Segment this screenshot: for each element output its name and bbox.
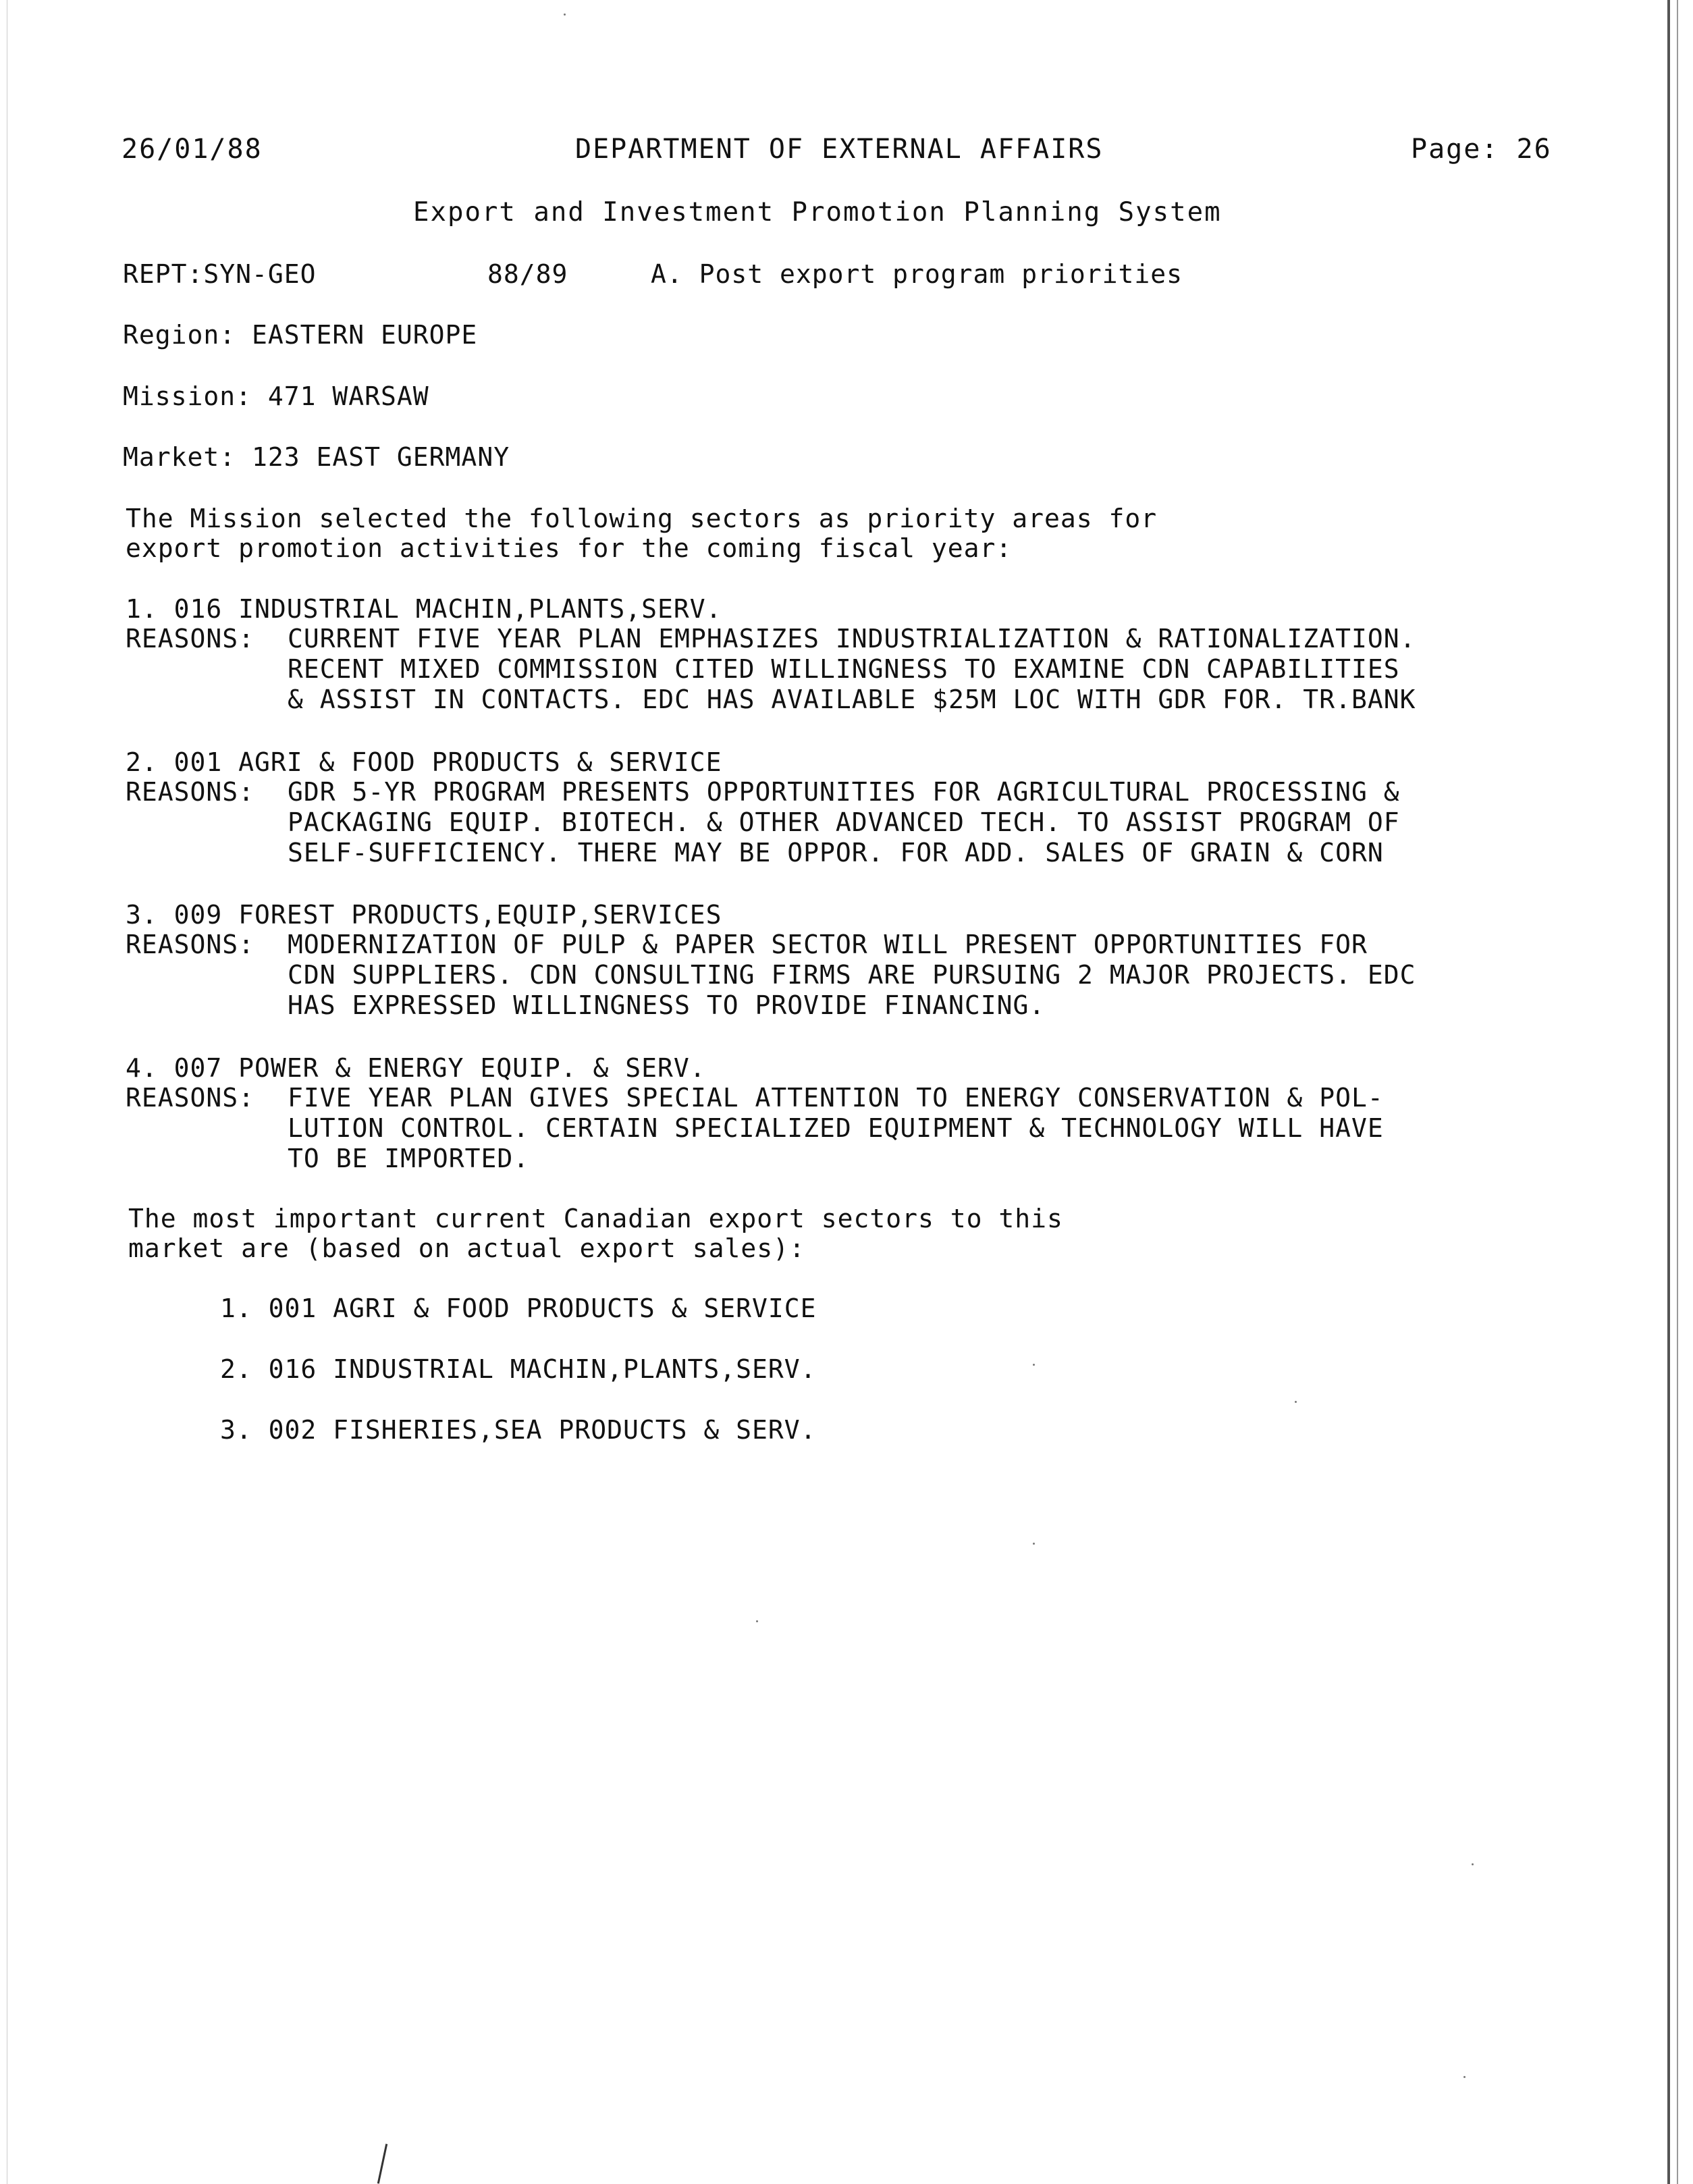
reasons-text: CURRENT FIVE YEAR PLAN EMPHASIZES INDUSTRIALIZATION & RATIONALIZATION. RECENT MIXED COMMISSION CITED WILLINGNESS TO EXAMINE CDN CAPABILITIES & ASSIST IN CONTACTS. EDC HAS AVAILABLE $25M LOC WITH GDR FOR. TR.BANK — [288, 624, 1416, 714]
scan-speck — [1472, 1863, 1474, 1865]
scan-speck — [1033, 1543, 1035, 1545]
department-name: DEPARTMENT OF EXTERNAL AFFAIRS — [575, 134, 1104, 165]
report-section: A. Post export program priorities — [651, 259, 1183, 289]
scan-right-edge — [1667, 0, 1670, 2184]
sector-reasons — [126, 624, 1577, 715]
scan-speck — [1463, 2076, 1466, 2078]
current-intro-line-2: market are (based on actual export sales): — [128, 1233, 805, 1263]
page-number: Page: 26 — [1411, 134, 1552, 165]
scan-speck — [564, 14, 566, 16]
current-sector-1: 1. 001 AGRI & FOOD PRODUCTS & SERVICE — [220, 1294, 817, 1323]
sector-reasons — [126, 777, 1577, 868]
region-line: Region: EASTERN EUROPE — [123, 320, 478, 350]
scan-speck — [1295, 1401, 1297, 1403]
system-title: Export and Investment Promotion Planning System — [413, 197, 1222, 228]
page-header — [122, 134, 1566, 167]
sector-reasons — [126, 1083, 1577, 1174]
intro-line-2: export promotion activities for the coming fiscal year: — [126, 533, 1013, 563]
scan-right-edge-secondary — [1677, 0, 1678, 2184]
reasons-label: REASONS: — [126, 930, 255, 959]
reasons-text: MODERNIZATION OF PULP & PAPER SECTOR WILL PRESENT OPPORTUNITIES FOR CDN SUPPLIERS. CDN CONSULTING FIRMS ARE PURSUING 2 MAJOR PROJECTS. EDC HAS EXPRESSED WILLINGNESS TO PROVIDE FINANCING. — [288, 930, 1416, 1020]
scan-speck — [756, 1620, 758, 1622]
scan-speck — [1033, 1364, 1035, 1366]
intro-line-1: The Mission selected the following sectors as priority areas for — [126, 504, 1158, 533]
reasons-label: REASONS: — [126, 624, 255, 654]
priority-sector-3 — [126, 900, 1577, 1021]
reasons-text: FIVE YEAR PLAN GIVES SPECIAL ATTENTION TO ENERGY CONSERVATION & POL- LUTION CONTROL. CERTAIN SPECIALIZED EQUIPMENT & TECHNOLOGY WILL HAVE TO BE IMPORTED. — [288, 1083, 1384, 1173]
sector-title: 4. 007 POWER & ENERGY EQUIP. & SERV. — [126, 1053, 706, 1083]
current-sector-3: 3. 002 FISHERIES,SEA PRODUCTS & SERV. — [220, 1415, 817, 1445]
sector-title: 3. 009 FOREST PRODUCTS,EQUIP,SERVICES — [126, 900, 722, 930]
report-date: 26/01/88 — [122, 134, 263, 165]
market-line: Market: 123 EAST GERMANY — [123, 442, 510, 472]
sector-reasons — [126, 930, 1577, 1021]
current-intro-line-1: The most important current Canadian export sectors to this — [128, 1204, 1063, 1233]
pen-mark — [377, 2143, 387, 2183]
sector-title: 2. 001 AGRI & FOOD PRODUCTS & SERVICE — [126, 747, 722, 777]
priority-sector-2 — [126, 747, 1577, 868]
reasons-label: REASONS: — [126, 1083, 255, 1113]
priority-sector-4 — [126, 1053, 1577, 1174]
mission-line: Mission: 471 WARSAW — [123, 381, 429, 411]
sector-title: 1. 016 INDUSTRIAL MACHIN,PLANTS,SERV. — [126, 594, 722, 624]
report-code: REPT:SYN-GEO — [123, 259, 317, 289]
fiscal-year: 88/89 — [487, 259, 568, 289]
reasons-label: REASONS: — [126, 777, 255, 807]
reasons-text: GDR 5-YR PROGRAM PRESENTS OPPORTUNITIES FOR AGRICULTURAL PROCESSING & PACKAGING EQUIP. BIOTECH. & OTHER ADVANCED TECH. TO ASSIST PROGRAM OF SELF-SUFFICIENCY. THERE MAY BE OPPOR. FOR ADD. SALES OF GRAIN & CORN — [288, 777, 1400, 868]
priority-sector-1 — [126, 594, 1577, 715]
current-sector-2: 2. 016 INDUSTRIAL MACHIN,PLANTS,SERV. — [220, 1354, 817, 1384]
